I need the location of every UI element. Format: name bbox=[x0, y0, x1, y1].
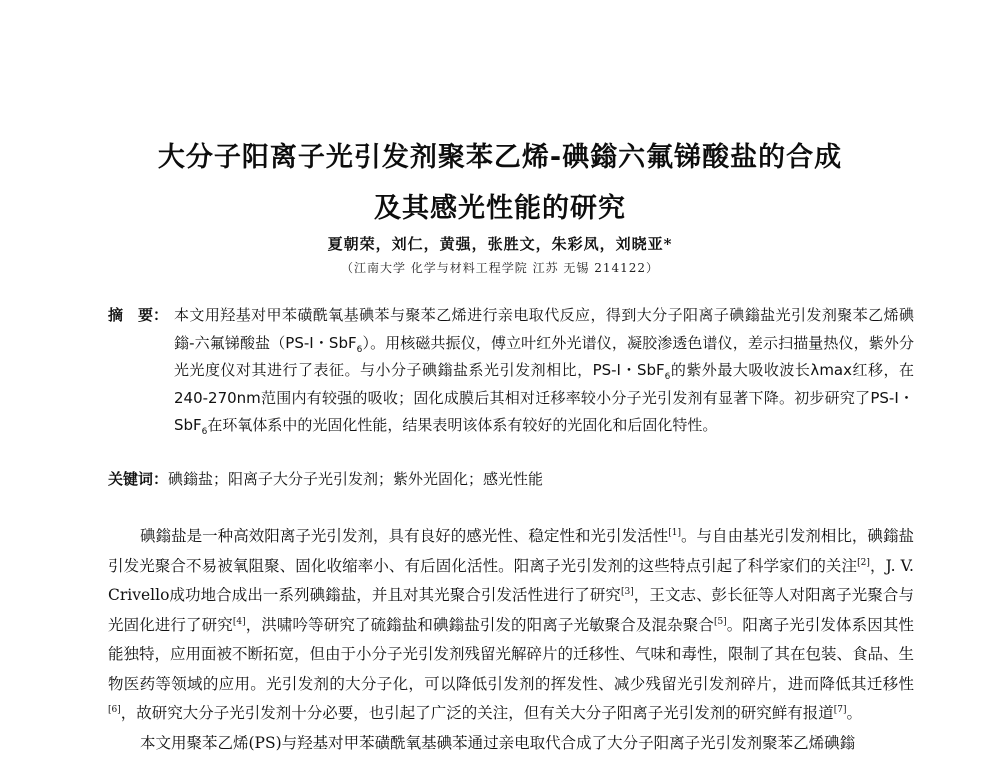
body-paragraph-1 bbox=[108, 522, 914, 729]
abstract-label: 摘 要： bbox=[108, 306, 169, 324]
abstract-text-part-4: 在环氧体系中的光固化性能，结果表明该体系有较好的光固化和后固化特性。 bbox=[207, 416, 718, 434]
abstract-subscript-3: 6 bbox=[201, 427, 208, 437]
body-sentence: 。阳离子光引发体系因其性能独特，应用面被不断拓宽，但由于小分子光引发剂残留光解碎片的迁移性、气味和毒性，限制了其在包装、食品、生物医药等领域的应用。光引发剂的大分子化，可以降低引发剂的挥发性、减少残留光引发剂碎片，进而降低其迁移性 bbox=[108, 615, 915, 693]
citation-ref: [1] bbox=[668, 527, 681, 538]
body-text bbox=[108, 522, 914, 758]
body-sentence: ，洪啸吟等研究了硫鎓盐和碘鎓盐引发的阳离子光敏聚合及混杂聚合 bbox=[245, 615, 714, 634]
body-sentence: 。与自由基光引发剂相比，碘鎓盐引发光聚合不易被氧阻聚、固化收缩率小、有后固化活性。阳离子光引发剂的这些特点引起了科学家们的关注 bbox=[108, 527, 914, 575]
abstract-text bbox=[174, 302, 914, 440]
body-sentence: 碘鎓盐是一种高效阳离子光引发剂，具有良好的感光性、稳定性和光引发活性 bbox=[140, 527, 669, 545]
body-paragraph-2: 本文用聚苯乙烯(PS)与羟基对甲苯磺酰氧基碘苯通过亲电取代合成了大分子阳离子光引发剂聚苯乙烯碘鎓 bbox=[140, 733, 856, 752]
author-list: 夏朝荣，刘仁，黄强，张胜文，朱彩凤，刘晓亚* bbox=[327, 235, 673, 253]
keywords-line bbox=[108, 466, 914, 493]
citation-ref: [5] bbox=[713, 616, 727, 627]
body-sentence: ，J. V. Crivello成功地合成出一系列碘鎓盐，并且对其光聚合引发活性进行了研究 bbox=[108, 556, 914, 604]
abstract-block bbox=[108, 302, 914, 440]
abstract-subscript-1: 6 bbox=[356, 344, 363, 355]
citation-ref: [6] bbox=[108, 704, 121, 715]
body-sentence: ，王文志、彭长征等人对阳离子光聚合与光固化进行了研究 bbox=[108, 586, 914, 634]
citation-ref: [4] bbox=[232, 616, 246, 627]
paper-title-line-2: 及其感光性能的研究 bbox=[374, 193, 626, 224]
body-sentence: 。 bbox=[846, 704, 863, 722]
citation-ref: [7] bbox=[833, 704, 847, 715]
abstract-subscript-2: 6 bbox=[664, 372, 671, 382]
body-sentence: ，故研究大分子光引发剂十分必要，也引起了广泛的关注，但有关大分子阳离子光引发剂的研究鲜有报道 bbox=[120, 704, 834, 722]
paper-title-line-1: 大分子阳离子光引发剂聚苯乙烯-碘鎓六氟锑酸盐的合成 bbox=[157, 142, 843, 173]
keywords-text: 碘鎓盐；阳离子大分子光引发剂；紫外光固化；感光性能 bbox=[168, 470, 544, 488]
abstract-text-part-1: 本文用羟基对甲苯磺酰氧基碘苯与聚苯乙烯进行亲电取代反应，得到大分子阳离子碘鎓盐光引发剂聚苯乙烯碘鎓-六氟锑酸盐（PS-I・SbF bbox=[174, 306, 914, 352]
citation-ref: [3] bbox=[620, 586, 634, 597]
citation-ref: [2] bbox=[857, 557, 870, 568]
abstract-text-part-3: 的紫外最大吸收波长λmax红移，在240-270nm范围内有较强的吸收；固化成膜后其相对迁移率较小分子光引发剂有显著下降。初步研究了PS-I・SbF bbox=[174, 361, 915, 434]
affiliation: （江南大学 化学与材料工程学院 江苏 无锡 214122） bbox=[340, 261, 660, 275]
abstract-text-part-2: ）。用核磁共振仪，傅立叶红外光谱仪，凝胶渗透色谱仪，差示扫描量热仪，紫外分光光度仪对其进行了表征。与小分子碘鎓盐系光引发剂相比，PS-I・SbF bbox=[174, 333, 914, 379]
keywords-label: 关键词： bbox=[108, 470, 169, 488]
